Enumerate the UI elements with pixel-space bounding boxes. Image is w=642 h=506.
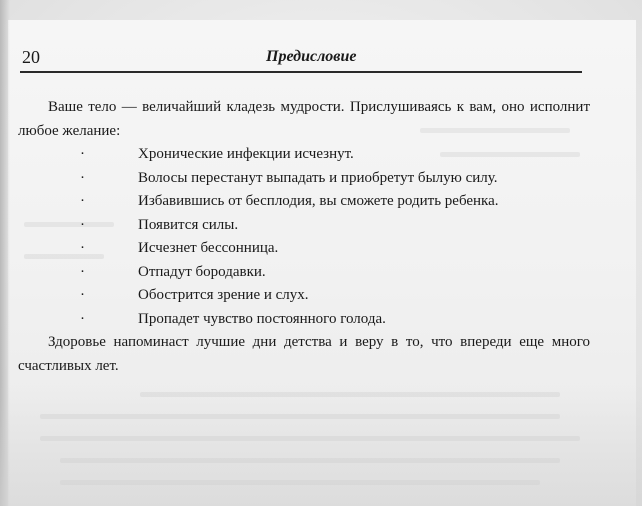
closing-paragraph: Здоровье напоминаст лучшие дни детства и веру в то, что впереди еще много счастливых лет. [18,334,590,374]
list-item [18,214,590,238]
bullet-marker: · [80,216,85,233]
bullet-marker: · [80,310,85,327]
list-item-text: Пропадет чувство постоянного голода. [138,310,386,327]
bullet-list [18,143,590,331]
bullet-marker: · [80,287,85,303]
page-header [22,46,582,70]
list-item [18,261,590,285]
list-item [18,308,590,332]
page-number: 20 [22,47,40,67]
list-item-text: Хронические инфекции исчезнут. [138,146,354,162]
intro-paragraph: Ваше тело — величайший кладезь мудрости. Прислушиваясь к вам, оно исполнит любое желание: [18,99,590,139]
page-bottom-shadow [0,386,642,506]
list-item [18,190,590,214]
bullet-marker: · [80,240,85,256]
list-item-text: Волосы перестанут выпадать и приобретут былую силу. [138,169,498,186]
bullet-marker: · [80,263,85,280]
list-item [18,167,590,191]
list-item-text: Избавившись от бесплодия, вы сможете родить ребенка. [138,193,499,209]
list-item-text: Исчезнет бессонница. [138,240,279,256]
list-item [18,237,590,261]
page-body [18,96,590,378]
running-title: Предисловие [266,48,357,65]
list-item [18,143,590,167]
bullet-marker: · [80,193,85,209]
bullet-marker: · [80,169,85,186]
list-item-text: Появится силы. [138,216,239,233]
list-item [18,284,590,308]
bullet-marker: · [80,146,85,162]
header-rule [20,71,582,73]
list-item-text: Отпадут бородавки. [138,263,266,280]
list-item-text: Обострится зрение и слух. [138,287,309,303]
